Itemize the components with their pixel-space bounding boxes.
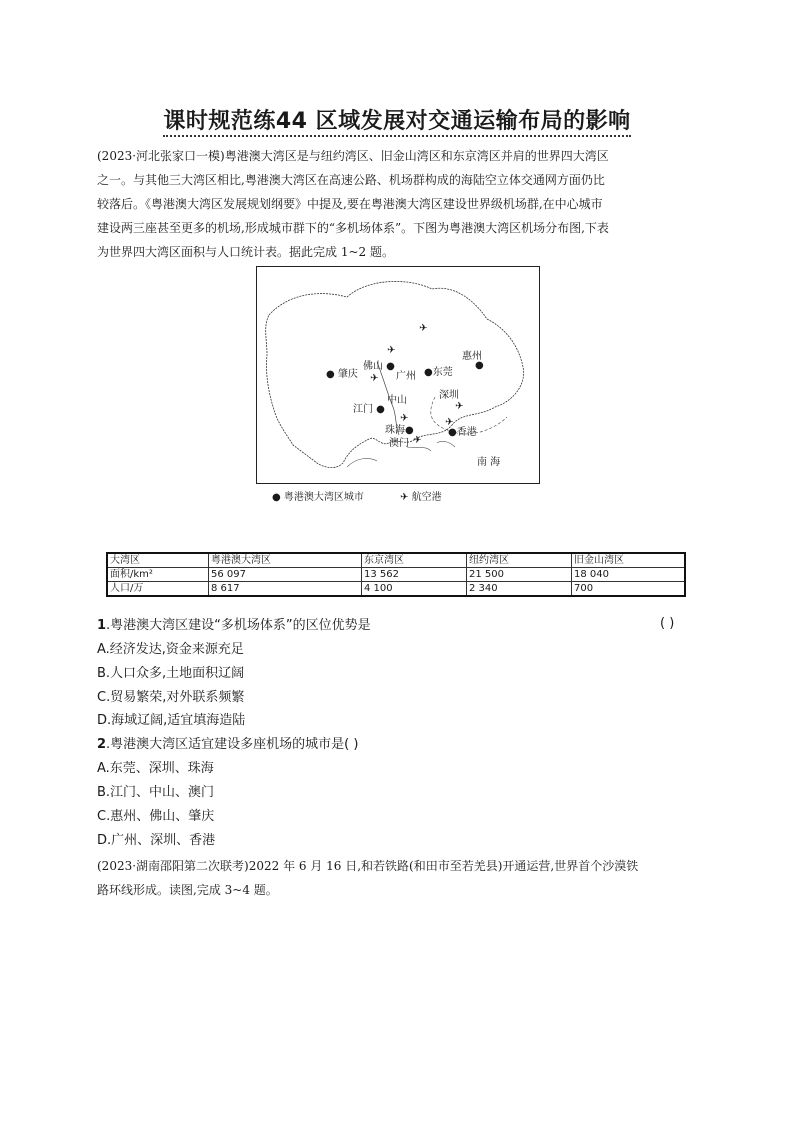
airport-distribution-map [256,266,540,484]
table-cell: 面积/km² [107,568,209,582]
intro-paragraph-1 [97,144,697,264]
question-2-option-d: D.广州、深圳、香港 [97,833,216,848]
table-cell: 56 097 [209,568,362,582]
map-city-label: ● 肇庆 [326,369,358,380]
table-row [107,568,685,582]
question-text: .粤港澳大湾区适宜建设多座机场的城市是( ) [106,737,359,752]
legend-city-label: 粤港澳大湾区城市 [283,492,364,503]
table-cell: 2 340 [467,582,572,597]
question-1-option-c: C.贸易繁荣,对外联系频繁 [97,690,245,705]
table-cell: 8 617 [209,582,362,597]
airport-icon: ✈ [413,435,422,446]
question-2-option-c: C.惠州、佛山、肇庆 [97,809,215,824]
airport-icon: ✈ [445,417,454,428]
map-city-label [389,434,409,449]
table-cell: 人口/万 [107,582,209,597]
question-1-option-d: D.海域辽阔,适宜填海造陆 [97,713,246,728]
map-city-label: 佛山 ● [363,361,395,372]
table-header-cell: 纽约湾区 [467,553,572,568]
intro-line: 之一。与其他三大湾区相比,粤港澳大湾区在高速公路、机场群构成的海陆空立体交通网方面仍比 [97,173,605,187]
bay-area-stats-table [106,552,686,597]
question-text: .粤港澳大湾区建设“多机场体系”的区位优势是 [106,618,371,633]
map-city-label [439,386,459,401]
sea-label: 南 海 [477,457,501,468]
table-cell: 21 500 [467,568,572,582]
city-name: 澳门 [389,438,409,449]
map-city-label: ●东莞 [424,367,453,378]
map-city-label: 江门 ● [353,404,385,415]
answer-bracket: ( ) [660,616,675,631]
city-name: 惠州 [462,351,482,362]
question-2-option-b: B.江门、中山、澳门 [97,785,215,800]
map-city-label: 珠海● [385,425,414,436]
question-1-stem [97,616,371,636]
intro-line: 路环线形成。读图,完成 3~4 题。 [97,883,278,897]
table-header-cell: 大湾区 [107,553,209,568]
intro-line: (2023·河北张家口一模)粤港澳大湾区是与纽约湾区、旧金山湾区和东京湾区并肩的世界四大湾区 [97,149,609,163]
intro-line: 建设两三座甚至更多的机场,形成城市群下的“多机场体系”。下图为粤港澳大湾区机场分布图,下表 [97,221,609,235]
city-name: 肇庆 [337,369,358,380]
table-cell: 4 100 [362,582,467,597]
city-name: 江门 [353,404,373,415]
intro-line: (2023·湖南邵阳第二次联考)2022 年 6 月 16 日,和若铁路(和田市至若羌县)开通运营,世界首个沙漠铁 [97,859,639,873]
airport-icon: ✈ [370,373,379,384]
page-title-text: 课时规范练44 区域发展对交通运输布局的影响 [163,109,630,137]
city-name: 深圳 [439,390,459,401]
airport-icon: ✈ [400,492,409,503]
legend-airport-label: 航空港 [411,492,442,503]
question-number: 2 [97,737,107,752]
airport-icon: ✈ [387,345,396,356]
table-cell: 700 [572,582,686,597]
city-name: 广州 [396,371,416,382]
map-city-label: ●香港 [448,427,477,438]
table-header-cell: 东京湾区 [362,553,467,568]
table-header-cell: 旧金山湾区 [572,553,686,568]
intro-line: 较落后。《粤港澳大湾区发展规划纲要》中提及,要在粤港澳大湾区建设世界级机场群,在中心城市 [97,197,603,211]
question-1-option-b: B.人口众多,土地面积辽阔 [97,666,245,681]
table-cell: 18 040 [572,568,686,582]
legend-airport [400,488,442,503]
question-2-stem [97,735,358,755]
map-city-dot: ● [475,360,484,371]
page-title [0,104,794,135]
legend-city: ● 粤港澳大湾区城市 [272,492,364,503]
intro-line: 为世界四大湾区面积与人口统计表。据此完成 1~2 题。 [97,245,394,259]
airport-icon: ✈ [455,401,464,412]
table-header-row [107,553,685,568]
city-name: 东莞 [432,367,453,378]
question-2-option-a: A.东莞、深圳、珠海 [97,761,214,776]
city-name: 香港 [456,427,477,438]
city-name: 珠海 [385,425,405,436]
map-city-label [387,391,407,406]
intro-paragraph-2 [97,854,697,902]
table-header-cell: 粤港澳大湾区 [209,553,362,568]
city-name: 佛山 [363,361,383,372]
map-city-label [396,367,416,382]
airport-icon: ✈ [400,413,409,424]
airport-icon: ✈ [419,323,428,334]
question-number: 1 [97,618,107,633]
city-name: 中山 [387,395,407,406]
question-1-option-a: A.经济发达,资金来源充足 [97,642,244,657]
table-row [107,582,685,597]
table-cell: 13 562 [362,568,467,582]
